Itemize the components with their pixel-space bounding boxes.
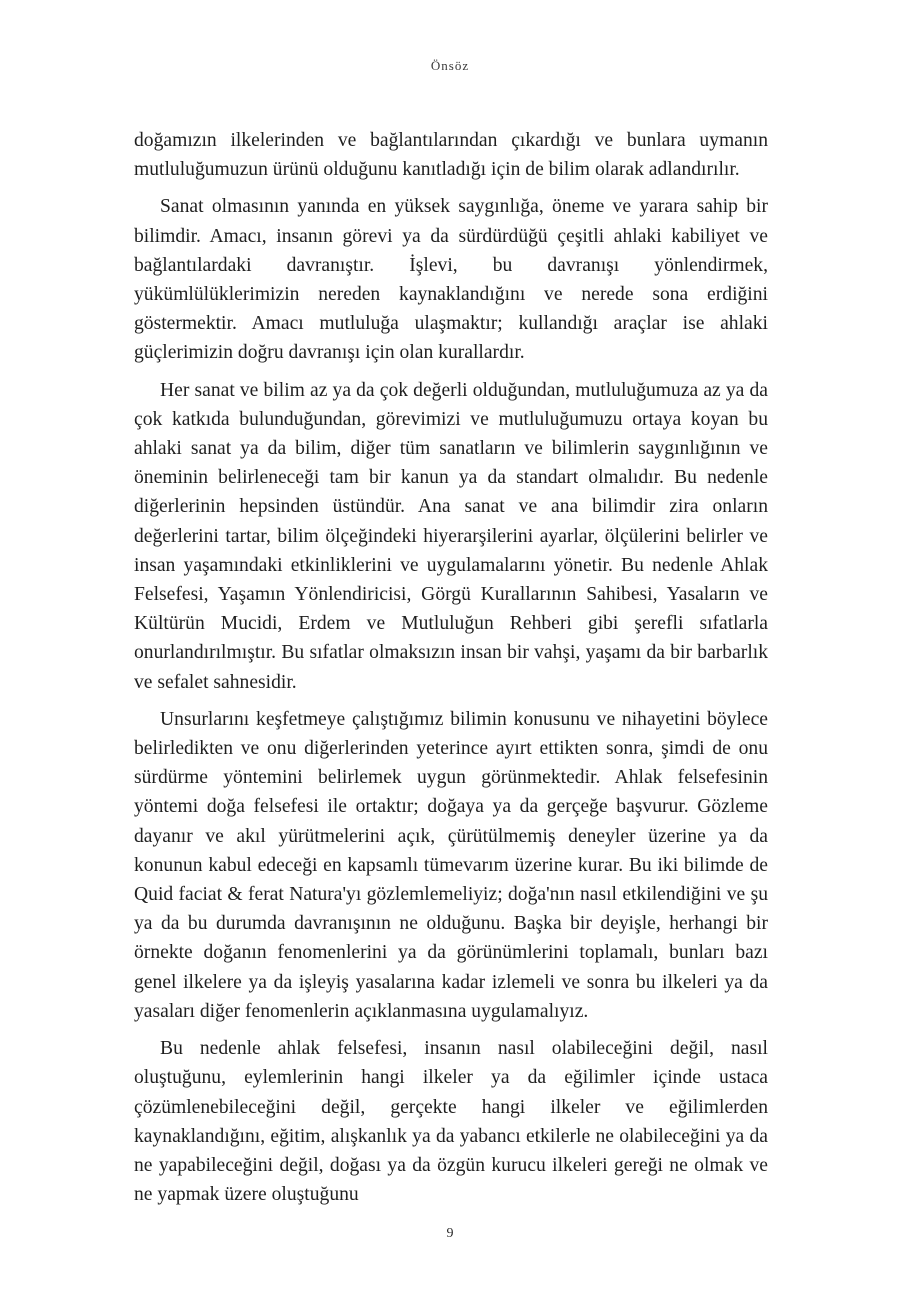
paragraph-1: doğamızın ilkelerinden ve bağlantılarından çıkardığı ve bunlara uymanın mutluluğumuzun ürünü olduğunu kanıtladığı için de bilim olarak adlandırılır. [134, 130, 768, 181]
paragraph-2: Sanat olmasının yanında en yüksek saygınlığa, öneme ve yarara sahip bir bilimdir. Amacı, insanın görevi ya da sürdürdüğü çeşitli ahlaki kabiliyet ve bağlantılardaki davranıştır. İşlevi, bu davranışı yönlendirmek, yükümlülüklerimizin nereden kaynaklandığını ve nerede sona erdiğini göstermektir. Amacı mutluluğa ulaşmaktır; kullandığı araçlar ise ahlaki güçlerimizin doğru davranışı için olan kurallardır. [134, 196, 768, 364]
paragraph-4: Unsurlarını keşfetmeye çalıştığımız bilimin konusunu ve nihayetini böylece belirledikten ve onu diğerlerinden yeterince ayırt ettikten sonra, şimdi de onu sürdürme yöntemini belirlemek uygun görünmektedir. Ahlak felsefesinin yöntemi doğa felsefesi ile ortaktır; doğaya ya da gerçeğe başvurur. Gözleme dayanır ve akıl yürütmelerini açık, çürütülmemiş deneyler üzerine ya da konunun kabul edeceği en kapsamlı tümevarım üzerine kurar. Bu iki bilimde de Quid faciat & ferat Natura'yı gözlemlemeliyiz; doğa'nın nasıl etkilendiğini ve şu ya da bu durumda davranışının ne olduğunu. Başka bir deyişle, herhangi bir örnekte doğanın fenomenlerini ya da görünümlerini toplamalı, bunları bazı genel ilkelere ya da işleyiş yasalarına kadar izlemeli ve sonra bu ilkeleri ya da yasaları diğer fenomenlerin açıklanmasına uygulamalıyız. [134, 708, 768, 1022]
running-header: Önsöz [430, 58, 470, 73]
paragraph-5: Bu nedenle ahlak felsefesi, insanın nasıl olabileceğini değil, nasıl oluştuğunu, eylemlerinin hangi ilkeler ya da eğilimler içinde ustaca çözümlenebileceğini değil, gerçekte hangi ilkeler ve eğilimlerden kaynaklandığını, eğitim, alışkanlık ya da yabancı etkilerle ne olabileceğini ya da ne yapabileceğini değil, doğası ya da özgün kurucu ilkeleri gereği ne olmak ve ne yapmak üzere oluştuğunu [134, 1038, 768, 1206]
body-text [134, 126, 768, 1217]
page-number: 9 [446, 1226, 454, 1241]
paragraph-3: Her sanat ve bilim az ya da çok değerli olduğundan, mutluluğumuza az ya da çok katkıda bulunduğundan, görevimizi ve mutluluğumuzu ortaya koyan bu ahlaki sanat ya da bilim, diğer tüm sanatların ve bilimlerin saygınlığının ve öneminin belirleneceği tam bir kanun ya da standart olmalıdır. Bu nedenle diğerlerinin hepsinden üstündür. Ana sanat ve ana bilimdir zira onların değerlerini tartar, bilim ölçeğindeki hiyerarşilerini ayarlar, ölçülerini belirler ve insan yaşamındaki etkinliklerini ve uygulamalarını yönetir. Bu nedenle Ahlak Felsefesi, Yaşamın Yönlendiricisi, Görgü Kurallarının Sahibesi, Yasaların ve Kültürün Mucidi, Erdem ve Mutluluğun Rehberi gibi şerefli sıfatlarla onurlandırılmıştır. Bu sıfatlar olmaksızın insan bir vahşi, yaşamı da bir barbarlık ve sefalet sahnesidir. [134, 379, 768, 693]
